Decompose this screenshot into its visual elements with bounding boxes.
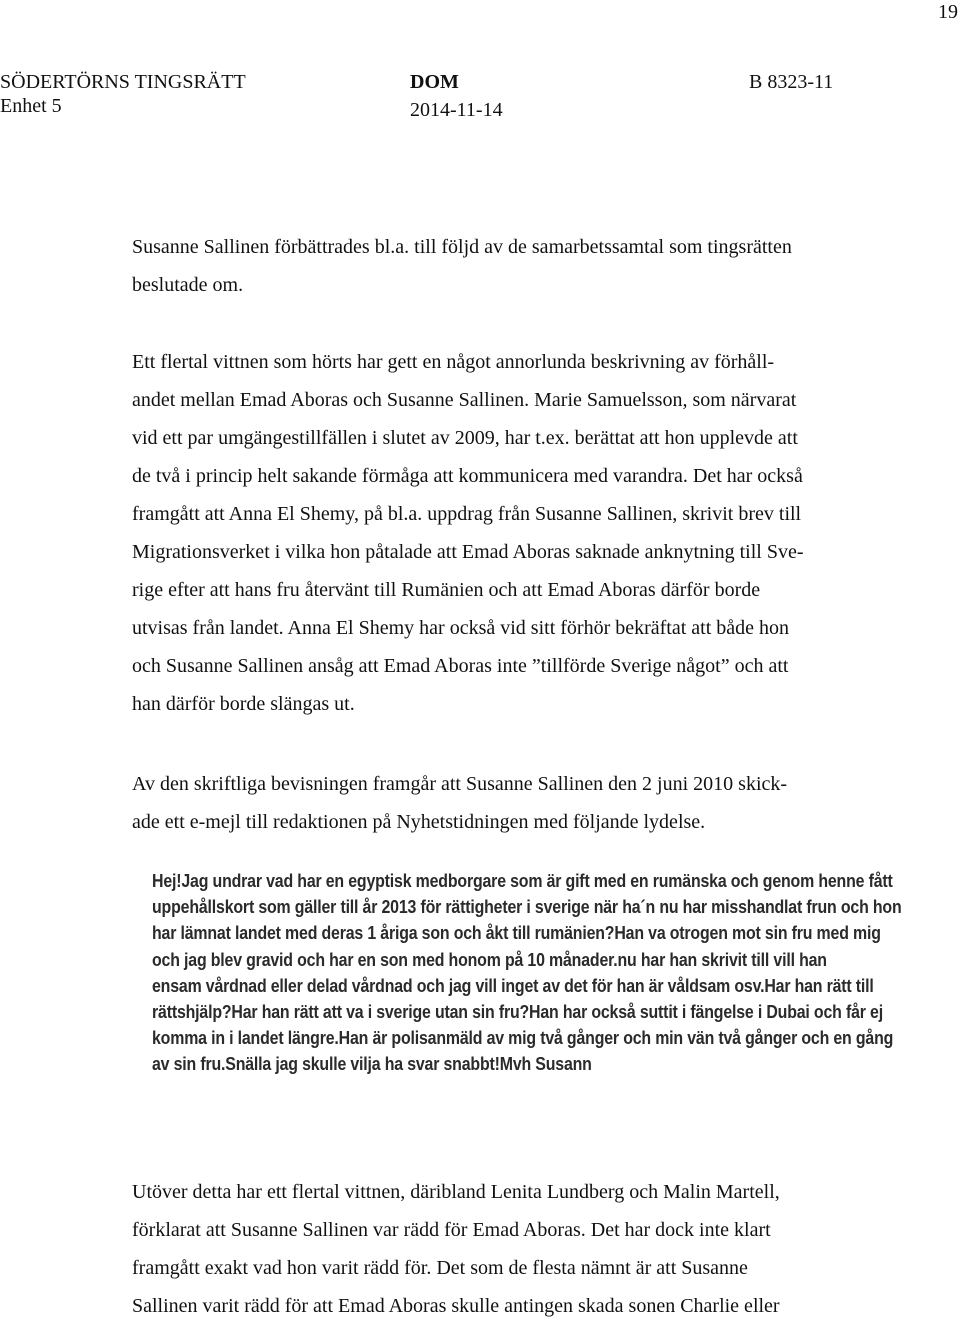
paragraph-line: rige efter att hans fru återvänt till Rumänien och att Emad Aboras därför borde [132,579,761,601]
paragraph-line: vid ett par umgängestillfällen i slutet av 2009, har t.ex. berättat att hon upplevde att [132,427,798,449]
paragraph-line: Migrationsverket i vilka hon påtalade att Emad Aboras saknade anknytning till Sve- [132,541,804,563]
paragraph-line: Utöver detta har ett flertal vittnen, däribland Lenita Lundberg och Malin Martell, [132,1181,780,1203]
email-line: av sin fru.Snälla jag skulle vilja ha svar snabbt!Mvh Susann [152,1053,592,1075]
paragraph-line: ade ett e-mejl till redaktionen på Nyhetstidningen med följande lydelse. [132,811,706,833]
paragraph-4 [132,1173,880,1325]
paragraph-line: och Susanne Sallinen ansåg att Emad Aboras inte ”tillförde Sverige något” och att [132,655,789,677]
paragraph-line: Av den skriftliga bevisningen framgår att Susanne Sallinen den 2 juni 2010 skick- [132,773,788,795]
email-line: Hej!Jag undrar vad har en egyptisk medborgare som är gift med en rumänska och genom henne fått [152,870,893,891]
email-line: uppehållskort som gäller till år 2013 för rättigheter i sverige när ha´n nu har misshandlat frun och hon [152,896,902,918]
email-excerpt-image [152,868,902,1114]
court-unit: Enhet 5 [0,95,62,117]
paragraph-line: Ett flertal vittnen som hörts har gett en något annorlunda beskrivning av förhåll- [132,351,775,373]
paragraph-line: Sallinen varit rädd för att Emad Aboras skulle antingen skada sonen Charlie eller [132,1295,780,1317]
paragraph-line: förklarat att Susanne Sallinen var rädd för Emad Aboras. Det har dock inte klart [132,1219,771,1241]
email-line: har lämnat landet med deras 1 åriga son och åkt till rumänien?Han va otrogen mot sin fru med mig [152,922,881,944]
court-name: SÖDERTÖRNS TINGSRÄTT [0,71,246,93]
paragraph-line: Susanne Sallinen förbättrades bl.a. till följd av de samarbetssamtal som tingsrätten [132,236,792,258]
paragraph-line: han därför borde slängas ut. [132,693,355,715]
document-type: DOM [410,71,459,93]
paragraph-line: utvisas från landet. Anna El Shemy har också vid sitt förhör bekräftat att både hon [132,617,790,639]
paragraph-line: framgått exakt vad hon varit rädd för. Det som de flesta nämnt är att Susanne [132,1257,748,1279]
email-line: rättshjälp?Har han rätt att va i sverige utan sin fru?Han har också suttit i fängelse i Dubai och får ej [152,1000,883,1022]
page-number: 19 [938,1,958,23]
email-line: och jag blev gravid och har en son med honom på 10 månader.nu har han skrivit till vill han [152,948,827,970]
paragraph-line: andet mellan Emad Aboras och Susanne Sallinen. Marie Samuelsson, som närvarat [132,389,797,411]
paragraph-line: de två i princip helt sakande förmåga att kommunicera med varandra. Det har också [132,465,803,487]
email-line: ensam vårdnad eller delad vårdnad och jag vill inget av det för han är våldsam osv.Har han rätt till [152,974,874,996]
paragraph-2 [132,343,880,723]
paragraph-line: framgått att Anna El Shemy, på bl.a. uppdrag från Susanne Sallinen, skrivit brev till [132,503,802,525]
email-line: komma in i landet längre.Han är polisanmäld av mig två gånger och min vän två gånger och en gång [152,1027,894,1049]
paragraph-1 [132,228,880,304]
paragraph-line: beslutade om. [132,274,244,296]
paragraph-3 [132,765,880,841]
document-date: 2014-11-14 [410,99,503,121]
case-number: B 8323-11 [749,71,834,93]
